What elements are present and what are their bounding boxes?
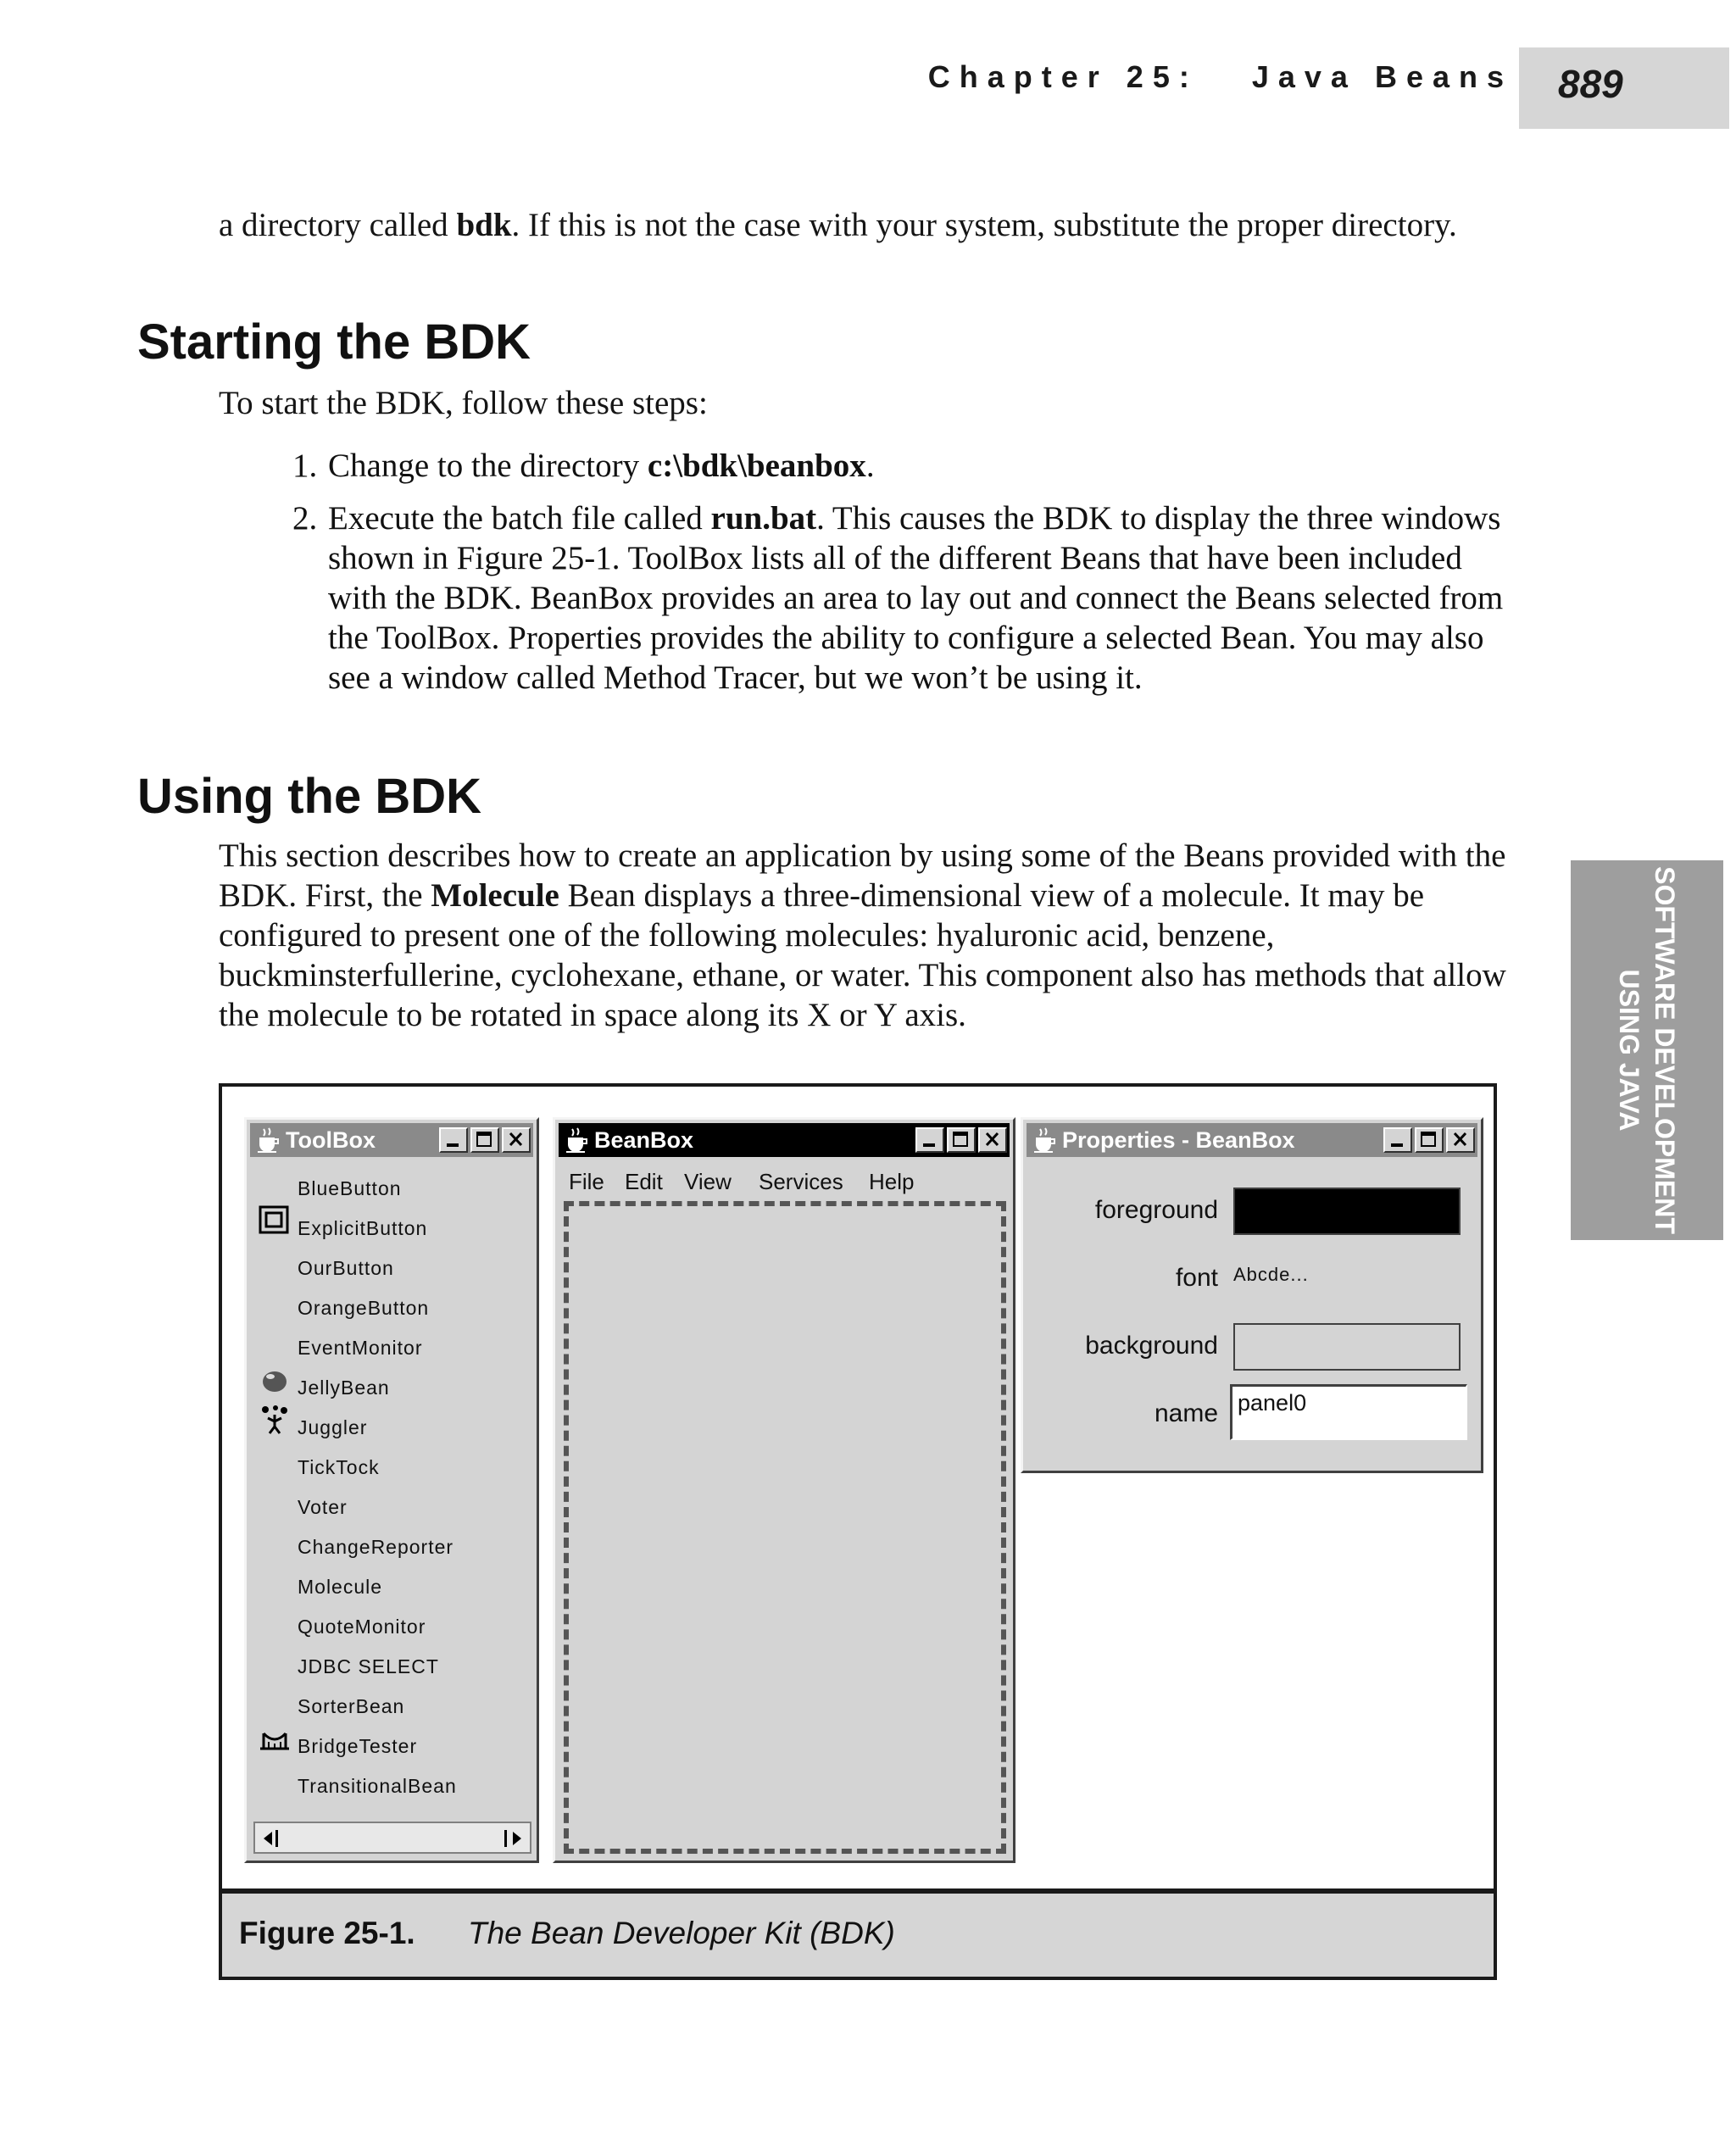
toolbox-item-quotemonitor[interactable]: QuoteMonitor — [298, 1616, 426, 1638]
minimize-button[interactable] — [915, 1127, 944, 1153]
minimize-button[interactable] — [1383, 1127, 1412, 1153]
toolbox-item-bridgetester[interactable]: BridgeTester — [298, 1735, 418, 1757]
step-text-post: . — [865, 448, 875, 484]
step-text — [328, 446, 1515, 486]
maximize-icon — [1416, 1129, 1442, 1151]
toolbox-item-ticktock[interactable]: TickTock — [298, 1456, 380, 1478]
property-label-font: font — [1175, 1264, 1218, 1292]
property-label-name: name — [1154, 1399, 1218, 1427]
minimize-icon — [1385, 1129, 1410, 1151]
toolbox-item-sorterbean[interactable]: SorterBean — [298, 1695, 405, 1717]
menu-file[interactable]: File — [569, 1169, 604, 1194]
minimize-icon — [441, 1129, 466, 1151]
properties-title: Properties - BeanBox — [1062, 1126, 1295, 1153]
side-tab-line-1: SOFTWARE DEVELOPMENT — [1650, 866, 1680, 1234]
running-head — [0, 59, 1513, 95]
step-text-pre: Execute the batch file called — [328, 500, 711, 537]
section2-text-pre: This section describes how to create an application by using some of the Beans provided with the BDK. First, the — [219, 837, 1506, 914]
toolbox-item-ourbutton[interactable]: OurButton — [298, 1257, 394, 1279]
toolbox-item-juggler[interactable]: Juggler — [298, 1416, 368, 1438]
menu-view[interactable]: View — [684, 1169, 732, 1194]
menu-edit[interactable]: Edit — [625, 1169, 663, 1194]
maximize-button[interactable] — [470, 1127, 499, 1153]
toolbox-item-molecule[interactable]: Molecule — [298, 1576, 383, 1598]
figure-25-1 — [219, 1083, 1497, 1980]
maximize-button[interactable] — [1415, 1127, 1444, 1153]
beanbox-canvas[interactable] — [564, 1201, 1006, 1854]
toolbox-window — [244, 1117, 539, 1863]
section1-lead: To start the BDK, follow these steps: — [219, 385, 708, 421]
close-button[interactable] — [978, 1127, 1007, 1153]
toolbox-titlebar[interactable] — [250, 1123, 533, 1157]
foreground-color-swatch[interactable] — [1233, 1188, 1461, 1235]
step-number: 1. — [292, 448, 318, 484]
scroll-right-icon[interactable] — [503, 1828, 526, 1849]
page-number-box — [1519, 47, 1729, 129]
close-icon — [1448, 1129, 1473, 1151]
section2-paragraph — [219, 836, 1524, 1035]
step-text — [328, 498, 1515, 698]
toolbox-item-jellybean[interactable]: JellyBean — [298, 1377, 390, 1399]
step-number: 2. — [292, 500, 318, 537]
toolbox-item-transitionalbean[interactable]: TransitionalBean — [298, 1775, 457, 1797]
section2-text-post: Bean displays a three-dimensional view of a molecule. It may be configured to present one of the following molecules: hyaluronic acid, benzene, buckminsterfullerine, cyclohexane, ethane, or water. This component also has methods that allow the molecule to be rotated in space along its X or Y axis. — [219, 877, 1506, 1033]
side-tab-line-2: USING JAVA — [1614, 969, 1644, 1132]
properties-window — [1021, 1117, 1483, 1473]
minimize-icon — [917, 1129, 943, 1151]
menu-help[interactable]: Help — [869, 1169, 915, 1194]
step-text-post: . This causes the BDK to display the three windows shown in Figure 25-1. ToolBox lists all of the different Beans that have been included with the BDK. BeanBox provides an area to lay out and connect the Beans selected from the ToolBox. Properties provides the ability to configure a selected Bean. You may also see a window called Method Tracer, but we won’t be using it. — [328, 500, 1504, 696]
figure-caption: The Bean Developer Kit (BDK) — [468, 1916, 895, 1950]
toolbox-item-jdbc-select[interactable]: JDBC SELECT — [298, 1655, 439, 1677]
close-button[interactable] — [1446, 1127, 1475, 1153]
heading-starting-bdk: Starting the BDK — [137, 314, 531, 370]
bridge-tester-icon — [259, 1723, 291, 1755]
step-text-pre: Change to the directory — [328, 448, 648, 484]
beanbox-window — [553, 1117, 1015, 1863]
properties-titlebar[interactable] — [1027, 1123, 1477, 1157]
name-field[interactable] — [1230, 1384, 1467, 1440]
maximize-icon — [472, 1129, 498, 1151]
toolbox-item-voter[interactable]: Voter — [298, 1496, 348, 1518]
minimize-button[interactable] — [439, 1127, 468, 1153]
intro-paragraph — [219, 205, 1524, 245]
background-color-swatch[interactable] — [1233, 1323, 1461, 1371]
maximize-button[interactable] — [947, 1127, 976, 1153]
section2-bold: Molecule — [431, 877, 559, 914]
menu-services[interactable]: Services — [759, 1169, 843, 1194]
toolbox-title: ToolBox — [286, 1126, 376, 1153]
java-cup-icon — [1030, 1126, 1059, 1154]
java-cup-icon — [562, 1126, 591, 1154]
toolbox-item-bluebutton[interactable]: BlueButton — [298, 1177, 402, 1199]
explicit-button-icon — [259, 1204, 291, 1237]
toolbox-item-eventmonitor[interactable]: EventMonitor — [298, 1337, 423, 1359]
maximize-icon — [949, 1129, 974, 1151]
property-label-foreground: foreground — [1094, 1196, 1218, 1224]
side-tab-text — [1571, 860, 1723, 1240]
toolbox-horizontal-scrollbar[interactable] — [253, 1822, 531, 1854]
chapter-label: Chapter 25: — [927, 59, 1199, 94]
close-icon — [504, 1129, 529, 1151]
font-value[interactable]: Abcde... — [1233, 1264, 1309, 1285]
close-icon — [980, 1129, 1005, 1151]
jellybean-icon — [259, 1366, 291, 1398]
property-label-background: background — [1085, 1332, 1218, 1360]
page-number: 889 — [1558, 62, 1623, 106]
beanbox-title: BeanBox — [594, 1126, 694, 1153]
close-button[interactable] — [502, 1127, 531, 1153]
figure-label: Figure 25-1. — [239, 1916, 415, 1950]
step-bold: run.bat — [710, 500, 817, 537]
intro-text-post: . If this is not the case with your system, substitute the proper directory. — [511, 207, 1457, 243]
step-bold: c:\bdk\beanbox — [647, 448, 866, 484]
intro-text-pre: a directory called — [219, 207, 457, 243]
toolbox-item-explicitbutton[interactable]: ExplicitButton — [298, 1217, 428, 1239]
chapter-title: Java Beans — [1251, 59, 1513, 94]
juggler-icon — [259, 1405, 291, 1437]
toolbox-item-changereporter[interactable]: ChangeReporter — [298, 1536, 454, 1558]
java-cup-icon — [253, 1126, 282, 1154]
intro-bold: bdk — [456, 207, 512, 243]
toolbox-item-orangebutton[interactable]: OrangeButton — [298, 1297, 430, 1319]
figure-caption-bar — [222, 1888, 1494, 1977]
beanbox-titlebar[interactable] — [559, 1123, 1010, 1157]
scroll-left-icon[interactable] — [259, 1828, 279, 1849]
heading-using-bdk: Using the BDK — [137, 769, 481, 824]
